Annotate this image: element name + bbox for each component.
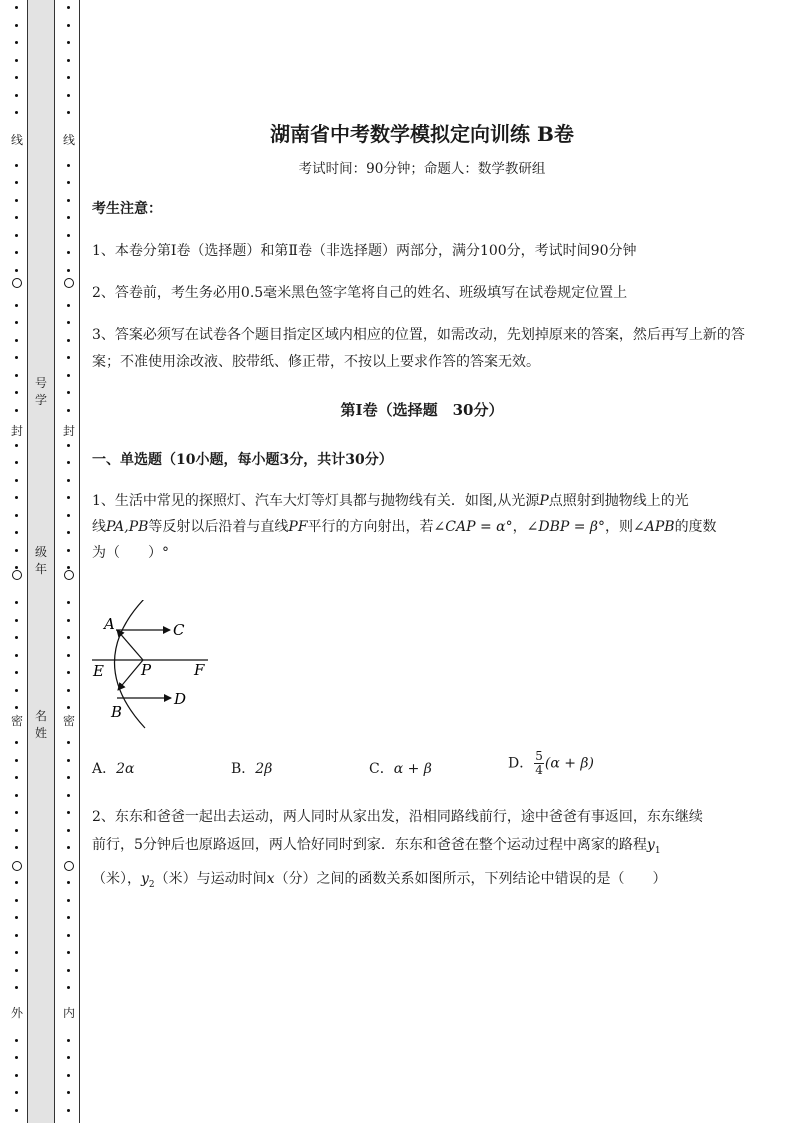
dot bbox=[15, 339, 18, 342]
dot bbox=[67, 654, 70, 657]
dot bbox=[15, 181, 18, 184]
circle-mark bbox=[64, 278, 74, 288]
dot bbox=[67, 531, 70, 534]
dot bbox=[15, 479, 18, 482]
dot bbox=[67, 41, 70, 44]
dot bbox=[15, 496, 18, 499]
dot bbox=[67, 94, 70, 97]
margin-char-nei-inner: 内 bbox=[62, 1006, 75, 1020]
dot bbox=[15, 619, 18, 622]
circle-mark bbox=[64, 570, 74, 580]
dot bbox=[67, 601, 70, 604]
dot bbox=[15, 514, 18, 517]
frame-line bbox=[79, 0, 80, 1123]
dot bbox=[15, 251, 18, 254]
dot bbox=[15, 1109, 18, 1112]
dot bbox=[15, 1074, 18, 1077]
note-item-2: 2、答卷前，考生务必用0.5毫米黑色签字笔将自己的姓名、班级填写在试卷规定位置上 bbox=[92, 285, 628, 301]
dot bbox=[15, 689, 18, 692]
dot bbox=[67, 1056, 70, 1059]
dot bbox=[15, 846, 18, 849]
dot bbox=[67, 986, 70, 989]
exam-subtitle: 考试时间：90分钟；命题人：数学教研组 bbox=[298, 161, 546, 177]
label-c: C bbox=[173, 621, 185, 639]
dot bbox=[15, 794, 18, 797]
dot bbox=[15, 164, 18, 167]
dot bbox=[67, 829, 70, 832]
dot bbox=[67, 6, 70, 9]
question-1-options bbox=[92, 749, 752, 783]
dot bbox=[67, 671, 70, 674]
dot bbox=[15, 1056, 18, 1059]
dot bbox=[15, 269, 18, 272]
dot bbox=[67, 776, 70, 779]
dot bbox=[15, 461, 18, 464]
dot bbox=[15, 6, 18, 9]
margin-char-xian: 线 bbox=[10, 133, 23, 147]
dot bbox=[15, 531, 18, 534]
dot bbox=[15, 374, 18, 377]
dot bbox=[67, 619, 70, 622]
dot bbox=[67, 76, 70, 79]
dot bbox=[67, 1091, 70, 1094]
dot bbox=[67, 636, 70, 639]
label-p: P bbox=[141, 661, 152, 679]
dot bbox=[67, 269, 70, 272]
dot bbox=[15, 391, 18, 394]
option-a[interactable]: A．2α bbox=[92, 761, 135, 777]
page-title: 湖南省中考数学模拟定向训练 B卷 bbox=[270, 122, 574, 146]
dot bbox=[67, 706, 70, 709]
dot bbox=[15, 899, 18, 902]
dot bbox=[15, 671, 18, 674]
dot bbox=[15, 759, 18, 762]
dot bbox=[15, 1039, 18, 1042]
dot bbox=[67, 321, 70, 324]
dot bbox=[67, 741, 70, 744]
notes-heading: 考生注意： bbox=[92, 201, 162, 217]
margin-char-feng-inner: 封 bbox=[62, 424, 75, 438]
dot bbox=[15, 601, 18, 604]
note-item-1: 1、本卷分第I卷（选择题）和第Ⅱ卷（非选择题）两部分，满分100分，考试时间90分钟 bbox=[92, 243, 637, 259]
dot bbox=[15, 566, 18, 569]
dot bbox=[15, 636, 18, 639]
dot bbox=[15, 741, 18, 744]
dot bbox=[15, 59, 18, 62]
label-d: D bbox=[174, 690, 187, 708]
dot bbox=[67, 1074, 70, 1077]
dot bbox=[67, 181, 70, 184]
dot bbox=[67, 514, 70, 517]
dot bbox=[67, 216, 70, 219]
dot bbox=[67, 951, 70, 954]
dot bbox=[67, 164, 70, 167]
dot bbox=[15, 811, 18, 814]
dot bbox=[67, 1109, 70, 1112]
circle-mark bbox=[64, 861, 74, 871]
label-a: A bbox=[104, 615, 115, 633]
dot bbox=[67, 759, 70, 762]
option-b[interactable]: B．2β bbox=[231, 761, 273, 777]
ray-pa bbox=[117, 630, 143, 660]
margin-char-feng: 封 bbox=[10, 424, 23, 438]
dot bbox=[67, 391, 70, 394]
dot bbox=[67, 549, 70, 552]
dot bbox=[67, 934, 70, 937]
dot bbox=[67, 479, 70, 482]
dot bbox=[15, 216, 18, 219]
dot bbox=[67, 234, 70, 237]
label-b: B bbox=[111, 703, 123, 721]
circle-mark bbox=[12, 278, 22, 288]
dot bbox=[15, 356, 18, 359]
option-d[interactable]: D． $\frac{5}{4}$ (α + β) bbox=[508, 749, 594, 777]
dot bbox=[67, 24, 70, 27]
dot bbox=[15, 951, 18, 954]
dot bbox=[67, 916, 70, 919]
dot bbox=[15, 409, 18, 412]
dot bbox=[15, 304, 18, 307]
dot bbox=[67, 444, 70, 447]
dot bbox=[15, 829, 18, 832]
margin-char-xian-inner: 线 bbox=[62, 133, 75, 147]
dot bbox=[67, 59, 70, 62]
dot bbox=[15, 881, 18, 884]
label-e: E bbox=[93, 662, 104, 680]
dot bbox=[15, 969, 18, 972]
circle-mark bbox=[12, 861, 22, 871]
circle-mark bbox=[12, 570, 22, 580]
dot bbox=[67, 811, 70, 814]
dot bbox=[67, 881, 70, 884]
dot bbox=[15, 111, 18, 114]
margin-char-mi-inner: 密 bbox=[62, 714, 75, 728]
dot bbox=[15, 706, 18, 709]
dot bbox=[67, 111, 70, 114]
part-one-heading: 第I卷（选择题 30分） bbox=[340, 401, 504, 419]
student-number-label: 号学 bbox=[34, 376, 47, 407]
dot bbox=[15, 986, 18, 989]
dot bbox=[67, 846, 70, 849]
dot bbox=[15, 1091, 18, 1094]
dot bbox=[67, 374, 70, 377]
dot bbox=[67, 356, 70, 359]
dot bbox=[15, 199, 18, 202]
dotted-cut-line-inner bbox=[64, 0, 74, 1123]
dot bbox=[67, 496, 70, 499]
margin-char-mi: 密 bbox=[10, 714, 23, 728]
dot bbox=[15, 94, 18, 97]
dot bbox=[15, 24, 18, 27]
grade-label: 级年 bbox=[34, 545, 47, 576]
dot bbox=[67, 794, 70, 797]
dot bbox=[15, 916, 18, 919]
name-label: 名姓 bbox=[34, 709, 47, 740]
dot bbox=[67, 566, 70, 569]
question-1: 1、生活中常见的探照灯、汽车大灯等灯具都与抛物线有关．如图,从光源P点照射到抛物线上的光 线PA,PB等反射以后沿着与直线PF平行的方向射出，若∠CAP = α°，∠DBP = β°，则∠APB的度数 为（ ）° bbox=[92, 493, 717, 561]
margin-char-wai: 外 bbox=[10, 1006, 23, 1020]
dot bbox=[67, 689, 70, 692]
dot bbox=[67, 339, 70, 342]
dot bbox=[15, 934, 18, 937]
dot bbox=[15, 444, 18, 447]
fraction-five-fourths: $\frac{5}{4}$ bbox=[535, 749, 543, 777]
option-c[interactable]: C．α + β bbox=[369, 761, 432, 777]
dot bbox=[67, 251, 70, 254]
label-f: F bbox=[194, 661, 205, 679]
dotted-cut-line-outer bbox=[12, 0, 22, 1123]
dot bbox=[15, 234, 18, 237]
dot bbox=[67, 899, 70, 902]
dot bbox=[15, 776, 18, 779]
dot bbox=[67, 199, 70, 202]
dot bbox=[67, 304, 70, 307]
dot bbox=[67, 409, 70, 412]
section-heading: 一、单选题（10小题，每小题3分，共计30分） bbox=[92, 452, 393, 468]
dot bbox=[15, 321, 18, 324]
dot bbox=[67, 1039, 70, 1042]
parabola-figure bbox=[92, 600, 222, 735]
ray-pb bbox=[118, 660, 143, 690]
dot bbox=[15, 654, 18, 657]
dot bbox=[15, 549, 18, 552]
note-item-3: 3、答案必须写在试卷各个题目指定区域内相应的位置，如需改动，先划掉原来的答案，然后再写上新的答案；不准使用涂改液、胶带纸、修正带，不按以上要求作答的答案无效。 bbox=[92, 327, 745, 370]
dot bbox=[15, 41, 18, 44]
dot bbox=[67, 969, 70, 972]
question-2: 2、东东和爸爸一起出去运动，两人同时从家出发，沿相同路线前行，途中爸爸有事返回，东东继续 前行，5分钟后也原路返回，两人恰好同时到家．东东和爸爸在整个运动过程中离家的路程$y_1$ （米），$y_2$（米）与运动时间x（分）之间的函数关系如图所示，下列结论中错误的是（ ） bbox=[92, 809, 703, 890]
dot bbox=[67, 461, 70, 464]
dot bbox=[15, 76, 18, 79]
